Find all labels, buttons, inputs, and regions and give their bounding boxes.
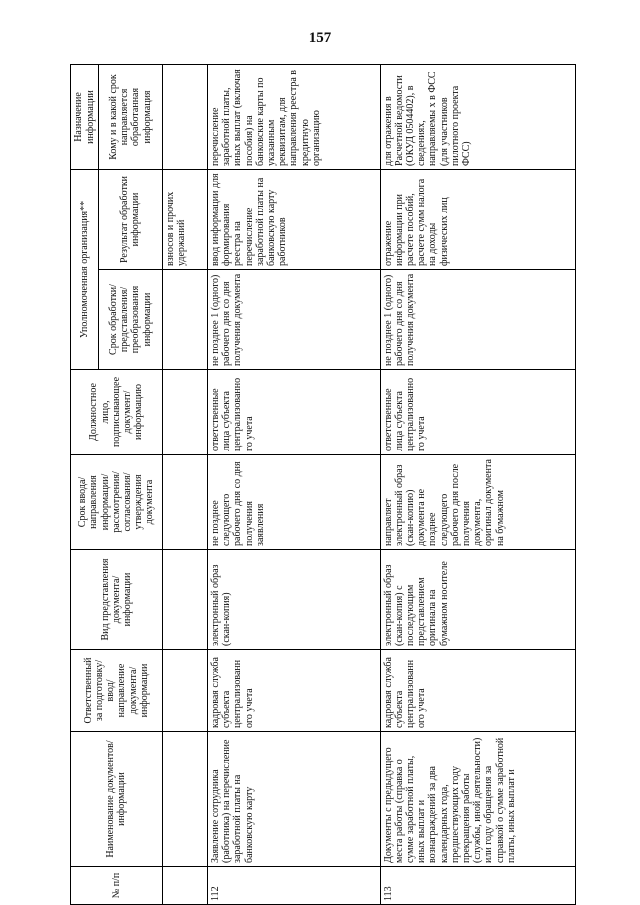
- header-result: Результат обработки информации: [99, 169, 163, 269]
- rotated-table-wrapper: [70, 65, 576, 905]
- header-recipient: Кому и в какой срок направляется обработанная информация: [99, 64, 163, 169]
- cell-empty: [162, 550, 207, 650]
- cell-name: Заявление сотрудника (работника) на перечисление заработной платы на банковскую карту: [208, 732, 381, 867]
- table-row: [380, 64, 575, 904]
- cell-result: взносов и прочих удержаний: [162, 169, 207, 269]
- header-num: № п/п: [71, 867, 163, 905]
- cell-responsible: кадровая служба субъекта централизованн ого учета: [380, 650, 575, 732]
- header-form: Вид представления документа/ информации: [71, 550, 163, 650]
- cell-recipient: перечисление заработной платы, иных выплат (включая пособия) на банковские карты по указанным реквизитам, для направления реестра в кредитную организацию: [208, 64, 381, 169]
- cell-num: 113: [380, 867, 575, 905]
- cell-responsible: кадровая служба субъекта централизованн ого учета: [208, 650, 381, 732]
- cell-result: отражение информации при расчете пособий, расчете сумм налога на доходы физических лиц: [380, 169, 575, 269]
- cell-processing-deadline: не позднее 1 (одного) рабочего дня со дня получения документа: [208, 270, 381, 370]
- cell-form: электронный образ (скан-копия): [208, 550, 381, 650]
- header-responsible: Ответственный за подготовку/ ввод/ направление документа/ информации: [71, 650, 163, 732]
- table-row-continuation: [162, 64, 207, 904]
- cell-recipient: для отражения в Расчетной ведомости (ОКУД 0504402), в сведениях, направляемы х в ФСС (для участников пилотного проекта ФСС): [380, 64, 575, 169]
- cell-empty: [162, 732, 207, 867]
- cell-empty: [162, 370, 207, 455]
- cell-processing-deadline: не позднее 1 (одного) рабочего дня со дня получения документа: [380, 270, 575, 370]
- header-name: Наименование документов/информации: [71, 732, 163, 867]
- cell-num: 112: [208, 867, 381, 905]
- header-processing-deadline: Срок обработки/ представления/ преобразования информации: [99, 270, 163, 370]
- cell-empty: [162, 64, 207, 169]
- header-authorized-org: Уполномоченная организация**: [71, 169, 99, 369]
- cell-empty: [162, 867, 207, 905]
- procedures-table: [70, 64, 576, 905]
- header-signer: Должностное лицо, подписывающее документ/ информацию: [71, 370, 163, 455]
- cell-empty: [162, 650, 207, 732]
- header-purpose: Назначение информации: [71, 64, 99, 169]
- page-number: 157: [308, 30, 332, 46]
- cell-empty: [162, 270, 207, 370]
- table-row: [208, 64, 381, 904]
- cell-empty: [162, 455, 207, 550]
- header-deadline: Срок ввода/ направления информации/ рассмотрения/ согласования/ утверждения документа: [71, 455, 163, 550]
- cell-signer: ответственные лица субъекта централизованно го учета: [380, 370, 575, 455]
- cell-signer: ответственные лица субъекта централизованно го учета: [208, 370, 381, 455]
- cell-form: электронный образ (скан-копия) с последующим представлением оригинала на бумажном носителе: [380, 550, 575, 650]
- cell-deadline: направляет электронный образ (скан-копию) документа не позднее следующего рабочего дня после получения документа, оригинал документа на бумажном: [380, 455, 575, 550]
- cell-result: ввод информации для формирования реестра на перечисление заработной платы на банковскую карту работников: [208, 169, 381, 269]
- cell-name: Документы с предыдущего места работы (справка о сумме заработной платы, иных выплат и вознаграждений за два календарных года, предшествующих году прекращения работы (службы, иной деятельности) или году обращения за справкой о сумме заработной платы, иных выплат и: [380, 732, 575, 867]
- cell-deadline: не позднее следующего рабочего дня со дня получения заявления: [208, 455, 381, 550]
- header-row-top: [71, 64, 99, 904]
